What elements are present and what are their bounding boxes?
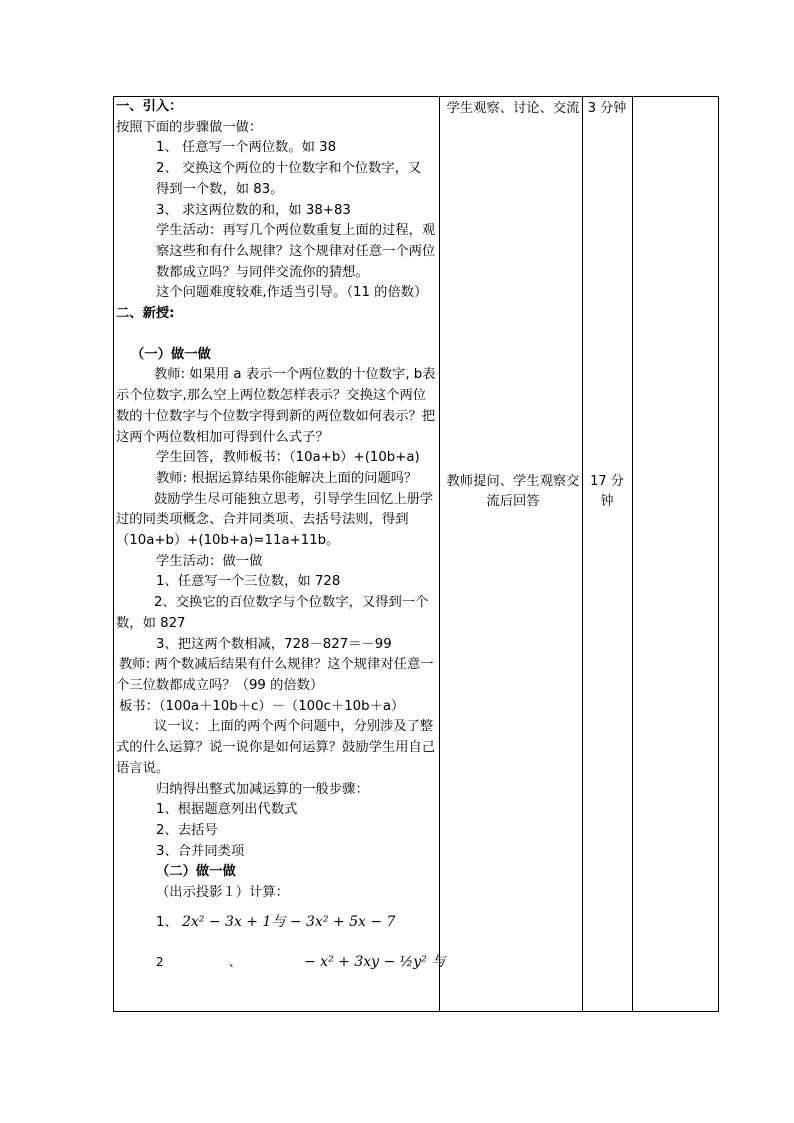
activity-column	[444, 97, 582, 509]
student-activity-2: 学生活动：做一做	[156, 553, 263, 569]
section-heading-intro: 一、引入：	[116, 99, 183, 114]
problem-1-expression: 2x² − 3x + 1与 − 3x² + 5x − 7	[182, 913, 396, 930]
problem-2-expression: − x² + 3xy − ½y² 与	[304, 954, 446, 971]
general-step-1: 1、根据题意列出代数式	[156, 802, 298, 818]
time-row-1: 3 分钟	[587, 101, 627, 116]
section-heading-new: 二、新授:	[116, 306, 175, 322]
problem-1-number: 1、	[156, 914, 178, 930]
activity-row-2: 教师提问、学生观察交流后回答	[446, 474, 580, 509]
intro-step-2: 2、 交换这个两位的十位数字和个位数字，又	[156, 161, 422, 177]
discussion-text: 议一议：上面的两个两个问题中，分别涉及了整式的什么运算？说一说你是如何运算？鼓励学生用自己语言说。	[116, 719, 436, 776]
time-row-2: 17 分钟	[590, 474, 624, 509]
activity-step-2: 2、交换它的百位数字与个位数字，又得到一个数，如 827	[116, 595, 429, 631]
intro-step-2-cont: 得到一个数，如 83。	[156, 181, 284, 197]
content-column	[116, 97, 446, 977]
column-divider-2	[582, 97, 583, 1011]
intro-text: 按照下面的步骤做一做：	[116, 119, 263, 135]
general-step-2: 2、去括号	[156, 822, 218, 838]
table-border-left	[113, 97, 114, 1011]
column-divider-1	[439, 97, 440, 1011]
subsection-heading-2: （二）做一做	[156, 864, 236, 880]
activity-step-3: 3、把这两个数相减，728－827＝－99	[156, 636, 392, 652]
difficulty-hint: 这个问题难度较难,作适当引导。（11 的倍数）	[156, 285, 428, 301]
column-divider-3	[632, 97, 633, 1011]
lesson-plan-table	[113, 96, 719, 1012]
problem-2-separator: 、	[229, 955, 242, 970]
problem-1	[116, 912, 436, 934]
projection-text: （出示投影１）计算：	[156, 885, 289, 901]
table-border-right	[718, 97, 719, 1011]
teacher-question-2: 教师: 根据运算结果你能解决上面的问题吗？	[156, 470, 418, 486]
student-activity-1: 学生活动：再写几个两位数重复上面的过程，观察这些和有什么规律？这个规律对任意一个两位数都成立吗？与同伴交流你的猜想。	[156, 223, 436, 280]
board-writing: 板书：（100a＋10b＋c）－（100c＋10b＋a）	[119, 698, 405, 714]
encourage-text: 鼓励学生尽可能独立思考，引导学生回忆上册学过的同类项概念、合并同类项、去括号法则，得到（10a+b）+(10b+a)=11a+11b。	[116, 491, 434, 549]
activity-step-1: 1、任意写一个三位数，如 728	[156, 574, 341, 590]
problem-2	[116, 947, 446, 977]
time-column	[587, 97, 627, 509]
teacher-question-1: 教师: 如果用 a 表示一个两位数的十位数字, b表示个位数字,那么空上两位数怎样表示？交换这个两位数的十位数字与个位数字得到新的两位数如何表示？把这两个两位数相加可得到什么式子？	[116, 367, 436, 445]
intro-step-3: 3、 求这两位数的和，如 38+83	[156, 202, 351, 218]
activity-row-1: 学生观察、讨论、交流	[446, 101, 580, 116]
intro-step-1: 1、 任意写一个两位数。如 38	[156, 140, 337, 156]
summary-text: 归纳得出整式加减运算的一般步骤：	[156, 781, 369, 797]
problem-2-number: 2	[156, 955, 164, 970]
general-step-3: 3、合并同类项	[156, 843, 245, 859]
teacher-question-3: 教师: 两个数减后结果有什么规律？这个规律对任意一个三位数都成立吗？（99 的倍数）	[116, 657, 434, 693]
subsection-heading-1: （一）做一做	[131, 346, 211, 362]
student-answer: 学生回答，教师板书：（10a+b）+(10b+a)	[156, 450, 420, 466]
